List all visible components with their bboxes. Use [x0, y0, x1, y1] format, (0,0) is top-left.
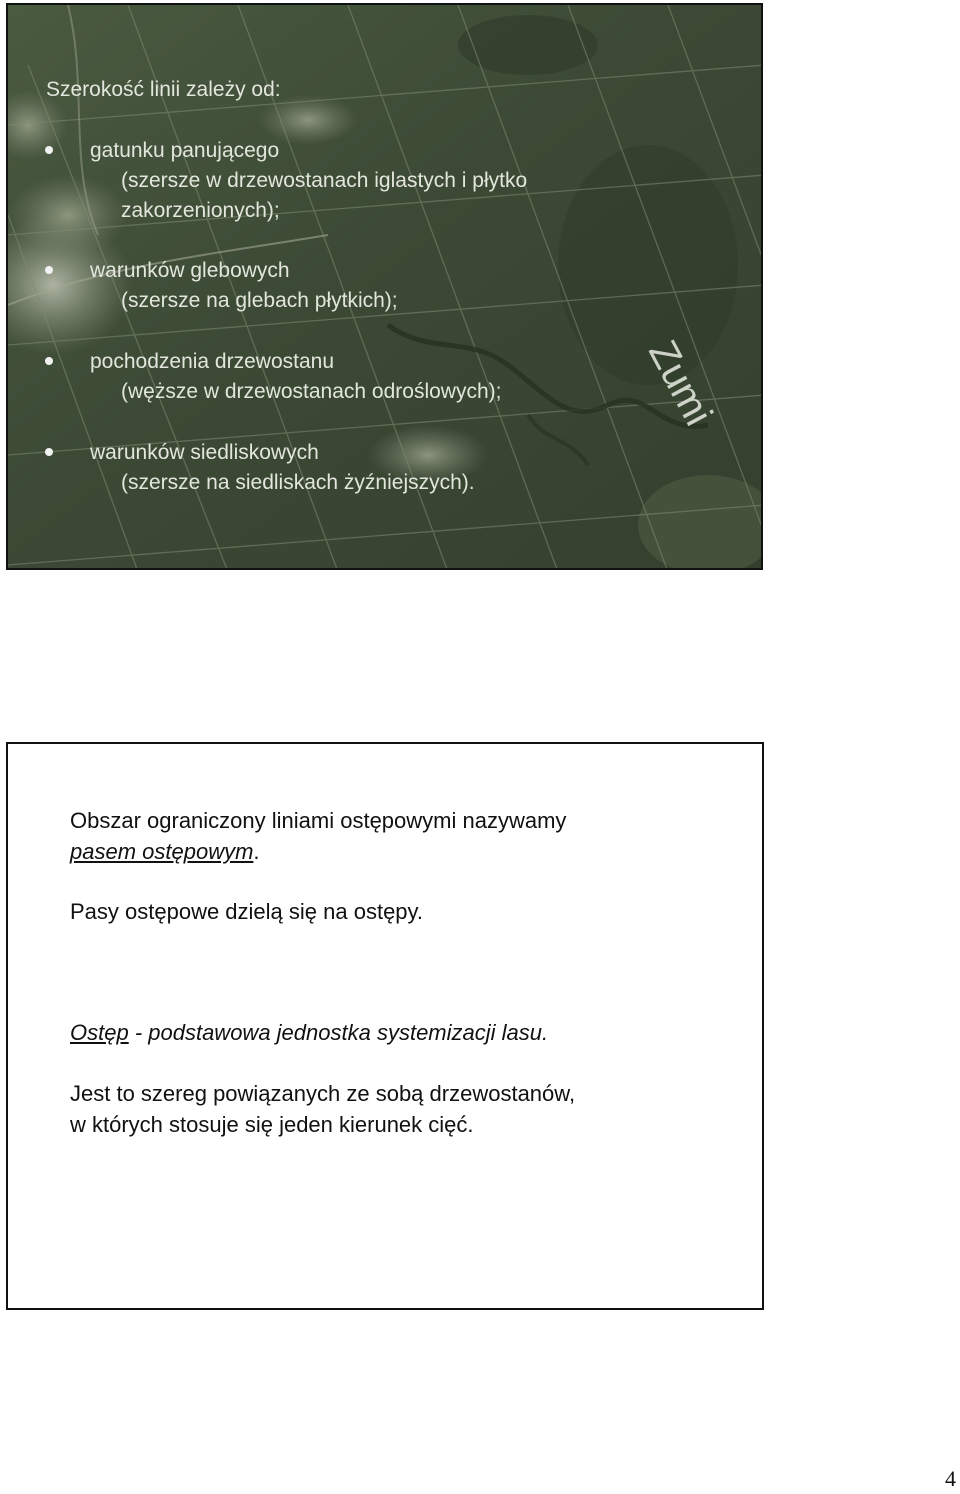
- slide2-line3: Pasy ostępowe dzielą się na ostępy.: [70, 899, 424, 924]
- item3-detail: (węższe w drzewostanach odroślowych);: [121, 380, 502, 403]
- item2-detail: (szersze na glebach płytkich);: [121, 289, 398, 312]
- slide2-line6: w których stosuje się jeden kierunek cięć.: [70, 1112, 474, 1137]
- satellite-slide: [6, 3, 763, 570]
- item1-detail2: zakorzenionych);: [121, 199, 280, 222]
- slide1-heading: Szerokość linii zależy od:: [46, 78, 281, 101]
- item4-title: warunków siedliskowych: [90, 441, 319, 464]
- map-label: Zumi: [640, 333, 721, 433]
- slide2-line4: [70, 1018, 548, 1048]
- definition-slide: [6, 742, 764, 1310]
- term1-suffix: .: [253, 839, 260, 864]
- slide2-line5: Jest to szereg powiązanych ze sobą drzewostanów,: [70, 1081, 576, 1106]
- bullet-dot-icon: [45, 448, 53, 456]
- bullet-dot-icon: [45, 146, 53, 154]
- term2-definition: - podstawowa jednostka systemizacji lasu.: [128, 1020, 549, 1045]
- item2-title: warunków glebowych: [90, 259, 290, 282]
- bullet-dot-icon: [45, 266, 53, 274]
- item1-title: gatunku panującego: [90, 139, 280, 162]
- term-pas-ostepowy: pasem ostępowym: [70, 839, 254, 864]
- term-ostep: Ostęp: [70, 1020, 129, 1045]
- slide2-line2: [70, 837, 260, 867]
- item3-title: pochodzenia drzewostanu: [90, 350, 335, 373]
- slide2-line1: Obszar ograniczony liniami ostępowymi nazywamy: [70, 808, 567, 833]
- page-number: 4: [945, 1466, 956, 1491]
- bullet-dot-icon: [45, 357, 53, 365]
- item1-detail: (szersze w drzewostanach iglastych i płytko: [121, 169, 528, 192]
- item4-detail: (szersze na siedliskach żyźniejszych).: [121, 471, 475, 494]
